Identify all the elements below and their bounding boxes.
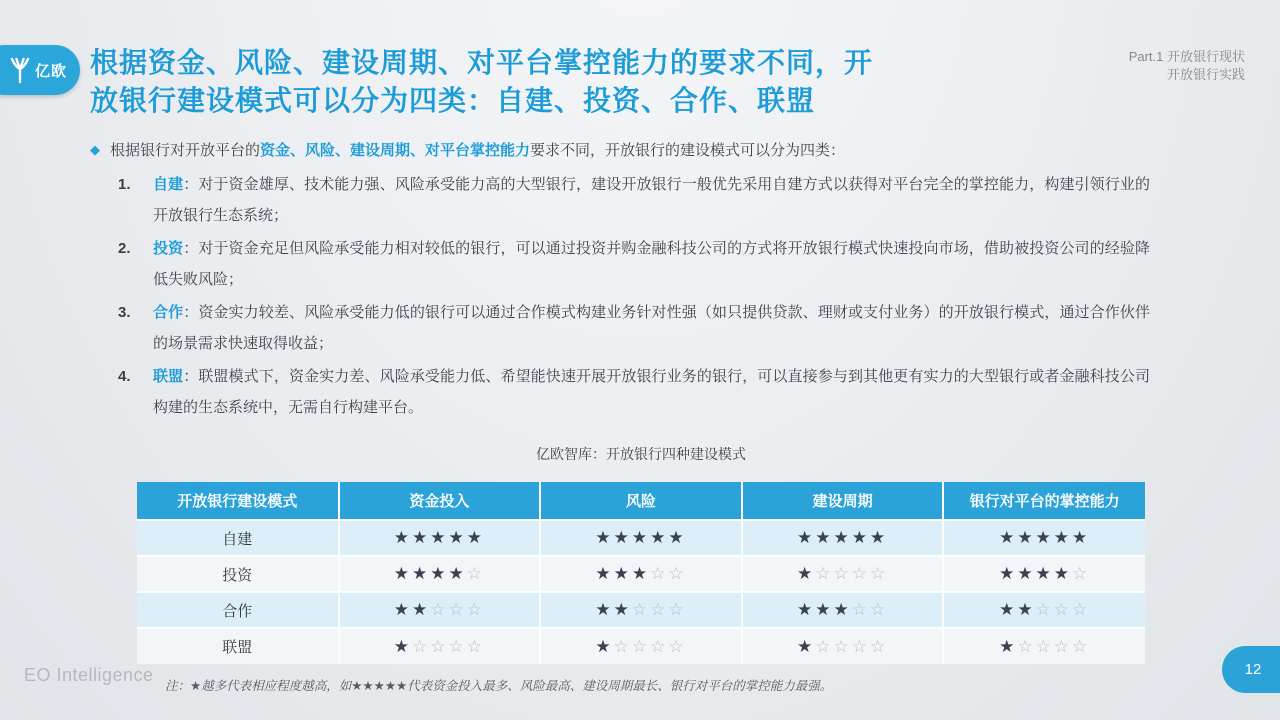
table-row xyxy=(137,556,1145,592)
filled-stars: ★ xyxy=(796,636,816,656)
intro-suffix: 要求不同，开放银行的建设模式可以分为四类： xyxy=(530,142,846,159)
rating-cell xyxy=(943,628,1145,664)
filled-stars: ★ xyxy=(393,636,413,656)
list-item xyxy=(118,169,1150,231)
rating-cell xyxy=(943,520,1145,556)
filled-stars: ★★ xyxy=(999,600,1036,619)
list-item-text: 投资：对于资金充足但风险承受能力相对较低的银行，可以通过投资并购金融科技公司的方式将开放银行模式快速投向市场，借助被投资公司的经验降低失败风险； xyxy=(153,240,1150,288)
rating-cell xyxy=(742,556,944,592)
page-title-line1: 根据资金、风险、建设周期、对平台掌控能力的要求不同，开 xyxy=(90,47,874,78)
rating-cell xyxy=(339,592,541,628)
table-body xyxy=(137,520,1145,664)
list-item-number: 3. xyxy=(118,304,131,321)
section-label xyxy=(1129,48,1245,84)
empty-stars: ☆☆☆☆ xyxy=(1017,636,1091,656)
page-number-badge xyxy=(1222,646,1280,693)
empty-stars: ☆☆☆☆ xyxy=(815,564,889,583)
list-item-number: 4. xyxy=(118,368,131,385)
rating-cell xyxy=(943,592,1145,628)
filled-stars: ★★★★★ xyxy=(999,528,1091,547)
list-item-term: 自建 xyxy=(153,176,184,193)
empty-stars: ☆ xyxy=(466,564,485,583)
filled-stars: ★★★ xyxy=(796,600,852,619)
list-item xyxy=(118,361,1150,423)
filled-stars: ★ xyxy=(796,564,816,583)
rating-cell xyxy=(540,628,742,664)
empty-stars: ☆☆ xyxy=(851,600,889,619)
intro-highlight: 资金、风险、建设周期、对平台掌控能力 xyxy=(260,142,531,159)
rating-cell xyxy=(742,592,944,628)
filled-stars: ★★★★★ xyxy=(595,528,687,547)
list-item-term: 投资 xyxy=(153,240,184,257)
table-row xyxy=(137,628,1145,664)
section-label-line2: 开放银行实践 xyxy=(1166,67,1245,82)
table-header-row xyxy=(137,482,1145,520)
rating-cell xyxy=(742,520,944,556)
empty-stars: ☆☆ xyxy=(650,564,687,583)
table-caption: 亿欧智库：开放银行四种建设模式 xyxy=(536,446,746,462)
empty-stars: ☆☆☆☆ xyxy=(613,636,687,656)
diamond-bullet-icon: ◆ xyxy=(90,142,100,157)
empty-stars: ☆☆☆☆ xyxy=(815,636,889,656)
logo-brand-text: 亿欧 xyxy=(34,62,67,80)
filled-stars: ★★★ xyxy=(595,564,651,583)
empty-stars: ☆☆☆☆ xyxy=(412,636,485,656)
filled-stars: ★★★★★ xyxy=(796,528,889,547)
footnote: 注：★越多代表相应程度越高，如★★★★★代表资金投入最多、风险最高、建设周期最长、银行对平台的掌控能力最强。 xyxy=(165,679,833,693)
list-item xyxy=(118,233,1150,295)
rating-cell xyxy=(742,628,944,664)
mode-cell: 自建 xyxy=(137,520,339,556)
page-title-line2: 放银行建设模式可以分为四类：自建、投资、合作、联盟 xyxy=(90,85,816,116)
list-item-number: 2. xyxy=(118,240,131,257)
modes-list xyxy=(118,169,1150,425)
list-item-text: 自建：对于资金雄厚、技术能力强、风险承受能力高的大型银行，建设开放银行一般优先采用自建方式以获得对平台完全的掌控能力，构建引领行业的开放银行生态系统； xyxy=(153,176,1150,224)
empty-stars: ☆☆☆ xyxy=(631,600,687,619)
rating-cell xyxy=(943,556,1145,592)
modes-table xyxy=(137,482,1145,664)
table-header-cell: 开放银行建设模式 xyxy=(137,482,339,520)
list-item xyxy=(118,297,1150,359)
rating-cell xyxy=(339,556,541,592)
list-item-term: 合作 xyxy=(153,304,184,321)
rating-cell xyxy=(540,556,742,592)
table-header-cell: 资金投入 xyxy=(339,482,541,520)
empty-stars: ☆☆☆ xyxy=(430,600,485,619)
list-item-number: 1. xyxy=(118,176,131,193)
filled-stars: ★★ xyxy=(595,600,632,619)
table-header-cell: 建设周期 xyxy=(742,482,944,520)
rating-cell xyxy=(540,592,742,628)
page-number: 12 xyxy=(1244,661,1262,678)
mode-cell: 联盟 xyxy=(137,628,339,664)
table-header-cell: 风险 xyxy=(540,482,742,520)
mode-cell: 合作 xyxy=(137,592,339,628)
rating-cell xyxy=(540,520,742,556)
rating-cell xyxy=(339,520,541,556)
table-header-cell: 银行对平台的掌控能力 xyxy=(943,482,1145,520)
intro-prefix: 根据银行对开放平台的 xyxy=(110,142,261,159)
footer-brand: EO Intelligence xyxy=(24,665,154,685)
eo-logo xyxy=(0,45,80,95)
filled-stars: ★ xyxy=(999,636,1018,656)
empty-stars: ☆☆☆ xyxy=(1035,600,1091,619)
list-item-text: 联盟：联盟模式下，资金实力差、风险承受能力低、希望能快速开展开放银行业务的银行，可以直接参与到其他更有实力的大型银行或者金融科技公司构建的生态系统中，无需自行构建平台。 xyxy=(153,368,1150,416)
eo-logo-icon xyxy=(8,56,32,84)
filled-stars: ★★★★ xyxy=(999,564,1073,583)
intro-paragraph xyxy=(90,139,1160,162)
table-row xyxy=(137,520,1145,556)
mode-cell: 投资 xyxy=(137,556,339,592)
page-title xyxy=(90,44,970,120)
filled-stars: ★ xyxy=(595,636,614,656)
filled-stars: ★★★★ xyxy=(393,564,467,583)
list-item-text: 合作：资金实力较差、风险承受能力低的银行可以通过合作模式构建业务针对性强（如只提供贷款、理财或支付业务）的开放银行模式，通过合作伙伴的场景需求快速取得收益； xyxy=(153,304,1150,352)
empty-stars: ☆ xyxy=(1072,564,1091,583)
rating-cell xyxy=(339,628,541,664)
table-row xyxy=(137,592,1145,628)
filled-stars: ★★★★★ xyxy=(393,528,485,547)
filled-stars: ★★ xyxy=(393,600,431,619)
section-label-line1: Part.1 开放银行现状 xyxy=(1128,49,1245,64)
list-item-term: 联盟 xyxy=(153,368,184,385)
